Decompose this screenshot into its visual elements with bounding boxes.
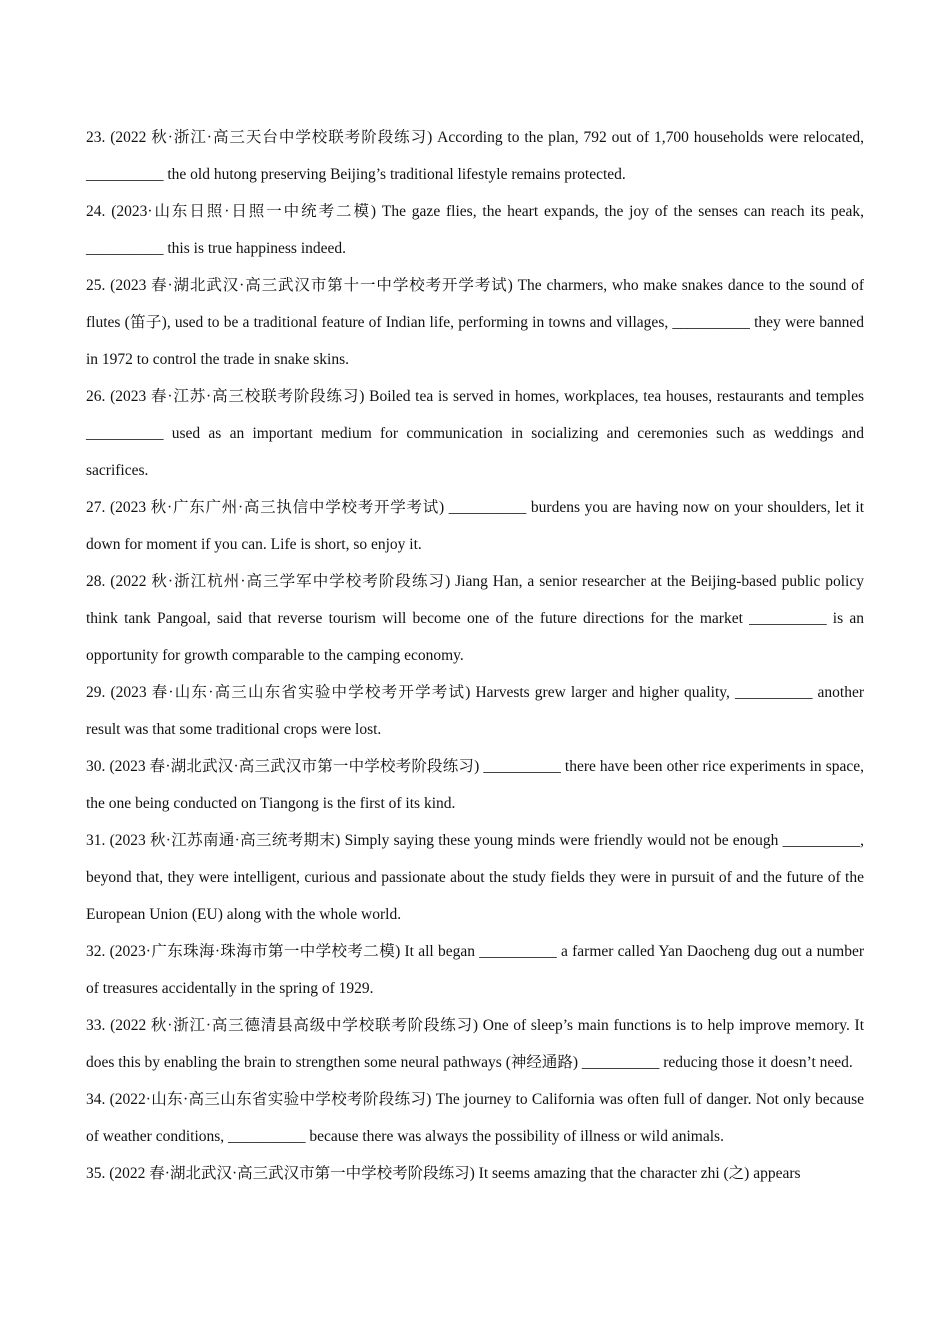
question-text: Simply saying these young minds were friendly would not be enough __________, beyond that, they were intelligent, curious and passionate about the study fields they were in pursuit of and the future of the European Union (EU) along with the whole world. [86,832,865,923]
question-number: 23. [86,129,106,146]
question-source: (2023 春·江苏·高三校联考阶段练习) [110,388,365,405]
question-number: 35. [86,1165,106,1182]
question-number: 26. [86,388,106,405]
question-33 [86,1007,864,1081]
question-32 [86,933,864,1007]
question-31 [86,822,864,933]
question-30 [86,748,864,822]
question-28 [86,563,864,674]
question-source: (2022 春·湖北武汉·高三武汉市第一中学校考阶段练习) [109,1165,475,1182]
question-text: Harvests grew larger and higher quality, __________ another result was that some traditional crops were lost. [86,684,865,738]
question-number: 32. [86,943,106,960]
question-number: 27. [86,499,106,516]
question-text: One of sleep’s main functions is to help improve memory. It does this by enabling the brain to strengthen some neural pathways (神经通路) __________ reducing those it doesn’t need. [86,1017,865,1071]
question-35 [86,1155,864,1192]
question-source: (2022 秋·浙江杭州·高三学军中学校考阶段练习) [110,573,451,590]
document-page [86,119,864,1192]
question-number: 33. [86,1017,106,1034]
question-source: (2022·山东·高三山东省实验中学校考阶段练习) [109,1091,432,1108]
question-text: __________ burdens you are having now on your shoulders, let it down for moment if you can. Life is short, so enjoy it. [86,499,865,553]
question-text: The charmers, who make snakes dance to the sound of flutes (笛子), used to be a traditional feature of Indian life, performing in towns and villages, __________ they were banned in 1972 to control the trade in snake skins. [86,277,865,368]
question-34 [86,1081,864,1155]
question-source: (2023 春·湖北武汉·高三武汉市第一中学校考阶段练习) [109,758,480,775]
question-text: The journey to California was often full of danger. Not only because of weather conditions, __________ because there was always the possibility of illness or wild animals. [86,1091,865,1145]
question-text: It all began __________ a farmer called Yan Daocheng dug out a number of treasures accidentally in the spring of 1929. [86,943,865,997]
question-27 [86,489,864,563]
question-number: 24. [86,203,106,220]
question-source: (2023 春·湖北武汉·高三武汉市第十一中学校考开学考试) [110,277,513,294]
question-source: (2023 春·山东·高三山东省实验中学校考开学考试) [110,684,471,701]
question-25 [86,267,864,378]
question-text: Jiang Han, a senior researcher at the Beijing-based public policy think tank Pangoal, said that reverse tourism will become one of the future directions for the market __________ is an opportunity for growth comparable to the camping economy. [86,573,864,664]
question-number: 30. [86,758,106,775]
question-source: (2023·广东珠海·珠海市第一中学校考二模) [109,943,401,960]
question-text: __________ there have been other rice experiments in space, the one being conducted on Tiangong is the first of its kind. [86,758,864,812]
question-24 [86,193,864,267]
question-text: It seems amazing that the character zhi (之) appears [478,1165,801,1182]
question-source: (2022 秋·浙江·高三德清县高级中学校联考阶段练习) [110,1017,479,1034]
question-number: 29. [86,684,106,701]
question-source: (2023 秋·广东广州·高三执信中学校考开学考试) [110,499,445,516]
question-text: Boiled tea is served in homes, workplaces, tea houses, restaurants and temples __________ used as an important medium for communication in socializing and ceremonies such as weddings and sacrifices. [86,388,865,479]
question-26 [86,378,864,489]
question-number: 28. [86,573,106,590]
question-source: (2023·山东日照·日照一中统考二模) [111,203,377,220]
question-29 [86,674,864,748]
question-source: (2023 秋·江苏南通·高三统考期末) [109,832,341,849]
question-number: 25. [86,277,106,294]
question-text: According to the plan, 792 out of 1,700 households were relocated, __________ the old hutong preserving Beijing’s traditional lifestyle remains protected. [86,129,865,183]
question-23 [86,119,864,193]
question-number: 31. [86,832,106,849]
question-text: The gaze flies, the heart expands, the joy of the senses can reach its peak, __________ this is true happiness indeed. [86,203,865,257]
question-number: 34. [86,1091,106,1108]
question-source: (2022 秋·浙江·高三天台中学校联考阶段练习) [110,129,433,146]
